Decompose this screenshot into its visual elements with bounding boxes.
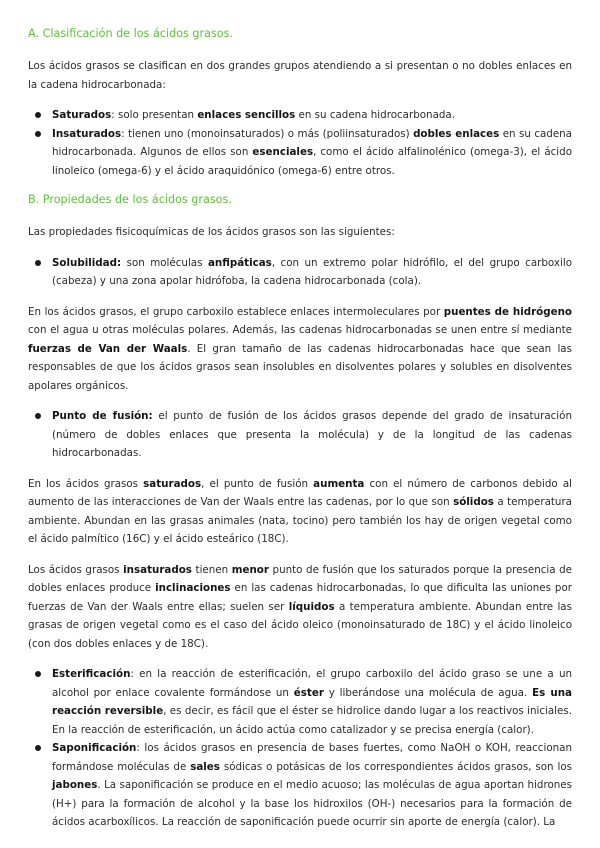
text-span: En los ácidos grasos bbox=[28, 477, 144, 490]
classification-list bbox=[28, 106, 572, 180]
text-span: . El gran tamaño de las cadenas hidrocarbonadas hace que sean las responsables de que los ácidos grasos sean insolubles en disolventes polares y solubles en disolventes apolares orgánicos. bbox=[28, 342, 572, 392]
bullet-icon bbox=[35, 413, 41, 419]
strong-span: insaturados bbox=[123, 563, 192, 576]
term-saponification: Saponificación bbox=[52, 742, 137, 754]
bullet-icon bbox=[35, 671, 41, 677]
strong-span: fuerzas de Van der Waals bbox=[28, 342, 188, 355]
text-span: en su cadena hidrocarbonada. bbox=[295, 109, 455, 121]
strong-span: saturados bbox=[143, 477, 202, 490]
term-saturated: Saturados bbox=[52, 109, 112, 121]
strong-span: sales bbox=[190, 760, 220, 773]
list-item-esterification bbox=[52, 665, 572, 739]
strong-span: aumenta bbox=[313, 477, 365, 490]
bullet-icon bbox=[35, 745, 41, 751]
strong-span: menor bbox=[231, 563, 269, 576]
text-span: con el número de carbonos debido al aumento de las interacciones de Van der Waals entre las cadenas, por lo que son bbox=[28, 477, 572, 508]
text-span: : solo presentan bbox=[111, 109, 198, 121]
text-span: Los ácidos grasos bbox=[28, 563, 124, 576]
list-item-solubility bbox=[52, 254, 572, 291]
paragraph-unsaturated bbox=[28, 561, 572, 654]
section-a-title: A. Clasificación de los ácidos grasos. bbox=[28, 27, 234, 40]
text-span: y liberándose una molécula de agua. bbox=[323, 686, 533, 699]
text-span: sódicas o potásicas de los correspondientes ácidos grasos, son los bbox=[219, 760, 572, 773]
text-span: , es decir, es fácil que el éster se hidrolice dando lugar a los reactivos iniciales. En la reacción de esterificación, un ácido actúa como catalizador y se precisa energía (calor). bbox=[52, 705, 572, 736]
text-span: a temperatura ambiente. Abundan en las grasas animales (nata, tocino) pero también los hay de origen vegetal como el ácido palmítico (16C) y el ácido esteárico (18C). bbox=[28, 496, 572, 545]
strong-span: anfipáticas bbox=[207, 256, 272, 269]
text-span: . La saponificación se produce en el medio acuoso; las moléculas de agua aportan hidrones (H+) para la formación de alcohol y la base los hidroxilos (OH-) necesarios para la formación de ácidos acarboxílicos. La reacción de saponificación puede ocurrir sin aporte de energía (calor). La bbox=[52, 779, 572, 828]
term-esterification: Esterificación bbox=[52, 668, 131, 680]
list-item-melting-point bbox=[52, 407, 572, 463]
text-span: tienen bbox=[191, 563, 232, 576]
paragraph-saturated bbox=[28, 475, 572, 549]
text-span: , como el ácido alfalinolénico (omega-3), el ácido linoleico (omega-6) y el ácido araquidónico (omega-6) entre otros. bbox=[52, 146, 572, 177]
text-span: : en la reacción de esterificación, el grupo carboxilo del ácido graso se une a un alcohol por enlace covalente formándose un bbox=[52, 668, 572, 699]
strong-span: líquidos bbox=[288, 600, 335, 613]
text-span: en su cadena hidrocarbonada. Algunos de ellos son bbox=[52, 127, 572, 158]
strong-span: sólidos bbox=[453, 496, 494, 508]
paragraph-solubility bbox=[28, 303, 572, 396]
term-melting-point: Punto de fusión: bbox=[52, 410, 153, 422]
term-solubility: Solubilidad: bbox=[52, 256, 122, 269]
bullet-icon bbox=[35, 260, 41, 266]
text-span: : tienen uno (monoinsaturados) o más (poliinsaturados) bbox=[121, 127, 414, 140]
solubility-list bbox=[28, 254, 572, 291]
text-span: , con un extremo polar hidrófilo, el del grupo carboxilo (cabeza) y una zona apolar hidrófoba, la cadena hidrocarbonada (cola). bbox=[52, 256, 573, 287]
text-span: el punto de fusión de los ácidos grasos depende del grado de insaturación (número de dobles enlaces que presenta la molécula) y de la longitud de las cadenas hidrocarbonadas. bbox=[52, 410, 572, 459]
reactions-list bbox=[28, 665, 572, 832]
section-a-intro: Los ácidos grasos se clasifican en dos grandes grupos atendiendo a si presentan o no dobles enlaces en la cadena hidrocarbonada: bbox=[28, 60, 572, 91]
strong-span: Es una reacción reversible bbox=[52, 686, 573, 717]
strong-span: inclinaciones bbox=[155, 582, 231, 594]
text-span: En los ácidos grasos, el grupo carboxilo establece enlaces intermoleculares por bbox=[28, 305, 444, 318]
text-span: en las cadenas hidrocarbonadas, lo que dificulta las uniones por fuerzas de Van der Waals entre ellas; suelen ser bbox=[28, 582, 573, 613]
text-span: a temperatura ambiente. Abundan entre las grasas de origen vegetal como es el caso del ácido oleico (monoinsaturado de 18C) y el ácido linoleico (con dos dobles enlaces y de 18C). bbox=[28, 600, 572, 650]
section-b-title: B. Propiedades de los ácidos grasos. bbox=[28, 193, 232, 206]
term-unsaturated: Insaturados bbox=[52, 127, 122, 140]
strong-span: esenciales bbox=[252, 146, 314, 158]
strong-span: dobles enlaces bbox=[413, 127, 500, 140]
text-span: : los ácidos grasos en presencia de bases fuertes, como NaOH o KOH, reaccionan formándose moléculas de bbox=[52, 742, 572, 773]
list-item-unsaturated bbox=[52, 125, 572, 181]
strong-span: puentes de hidrógeno bbox=[443, 305, 573, 318]
list-item-saturated bbox=[52, 106, 572, 125]
text-span: , el punto de fusión bbox=[201, 477, 314, 490]
bullet-icon bbox=[35, 131, 41, 137]
text-span: con el agua u otras moléculas polares. Además, las cadenas hidrocarbonadas se unen entre sí mediante bbox=[28, 324, 572, 336]
text-span: punto de fusión que los saturados porque la presencia de dobles enlaces produce bbox=[28, 563, 573, 594]
strong-span: éster bbox=[293, 686, 324, 699]
strong-span: jabones bbox=[52, 779, 98, 791]
text-span: son moléculas bbox=[121, 256, 208, 269]
strong-span: enlaces sencillos bbox=[197, 109, 296, 121]
bullet-icon bbox=[35, 112, 41, 118]
list-item-saponification bbox=[52, 739, 572, 832]
melting-list bbox=[28, 407, 572, 463]
section-b-intro: Las propiedades fisicoquímicas de los ácidos grasos son las siguientes: bbox=[28, 226, 395, 238]
